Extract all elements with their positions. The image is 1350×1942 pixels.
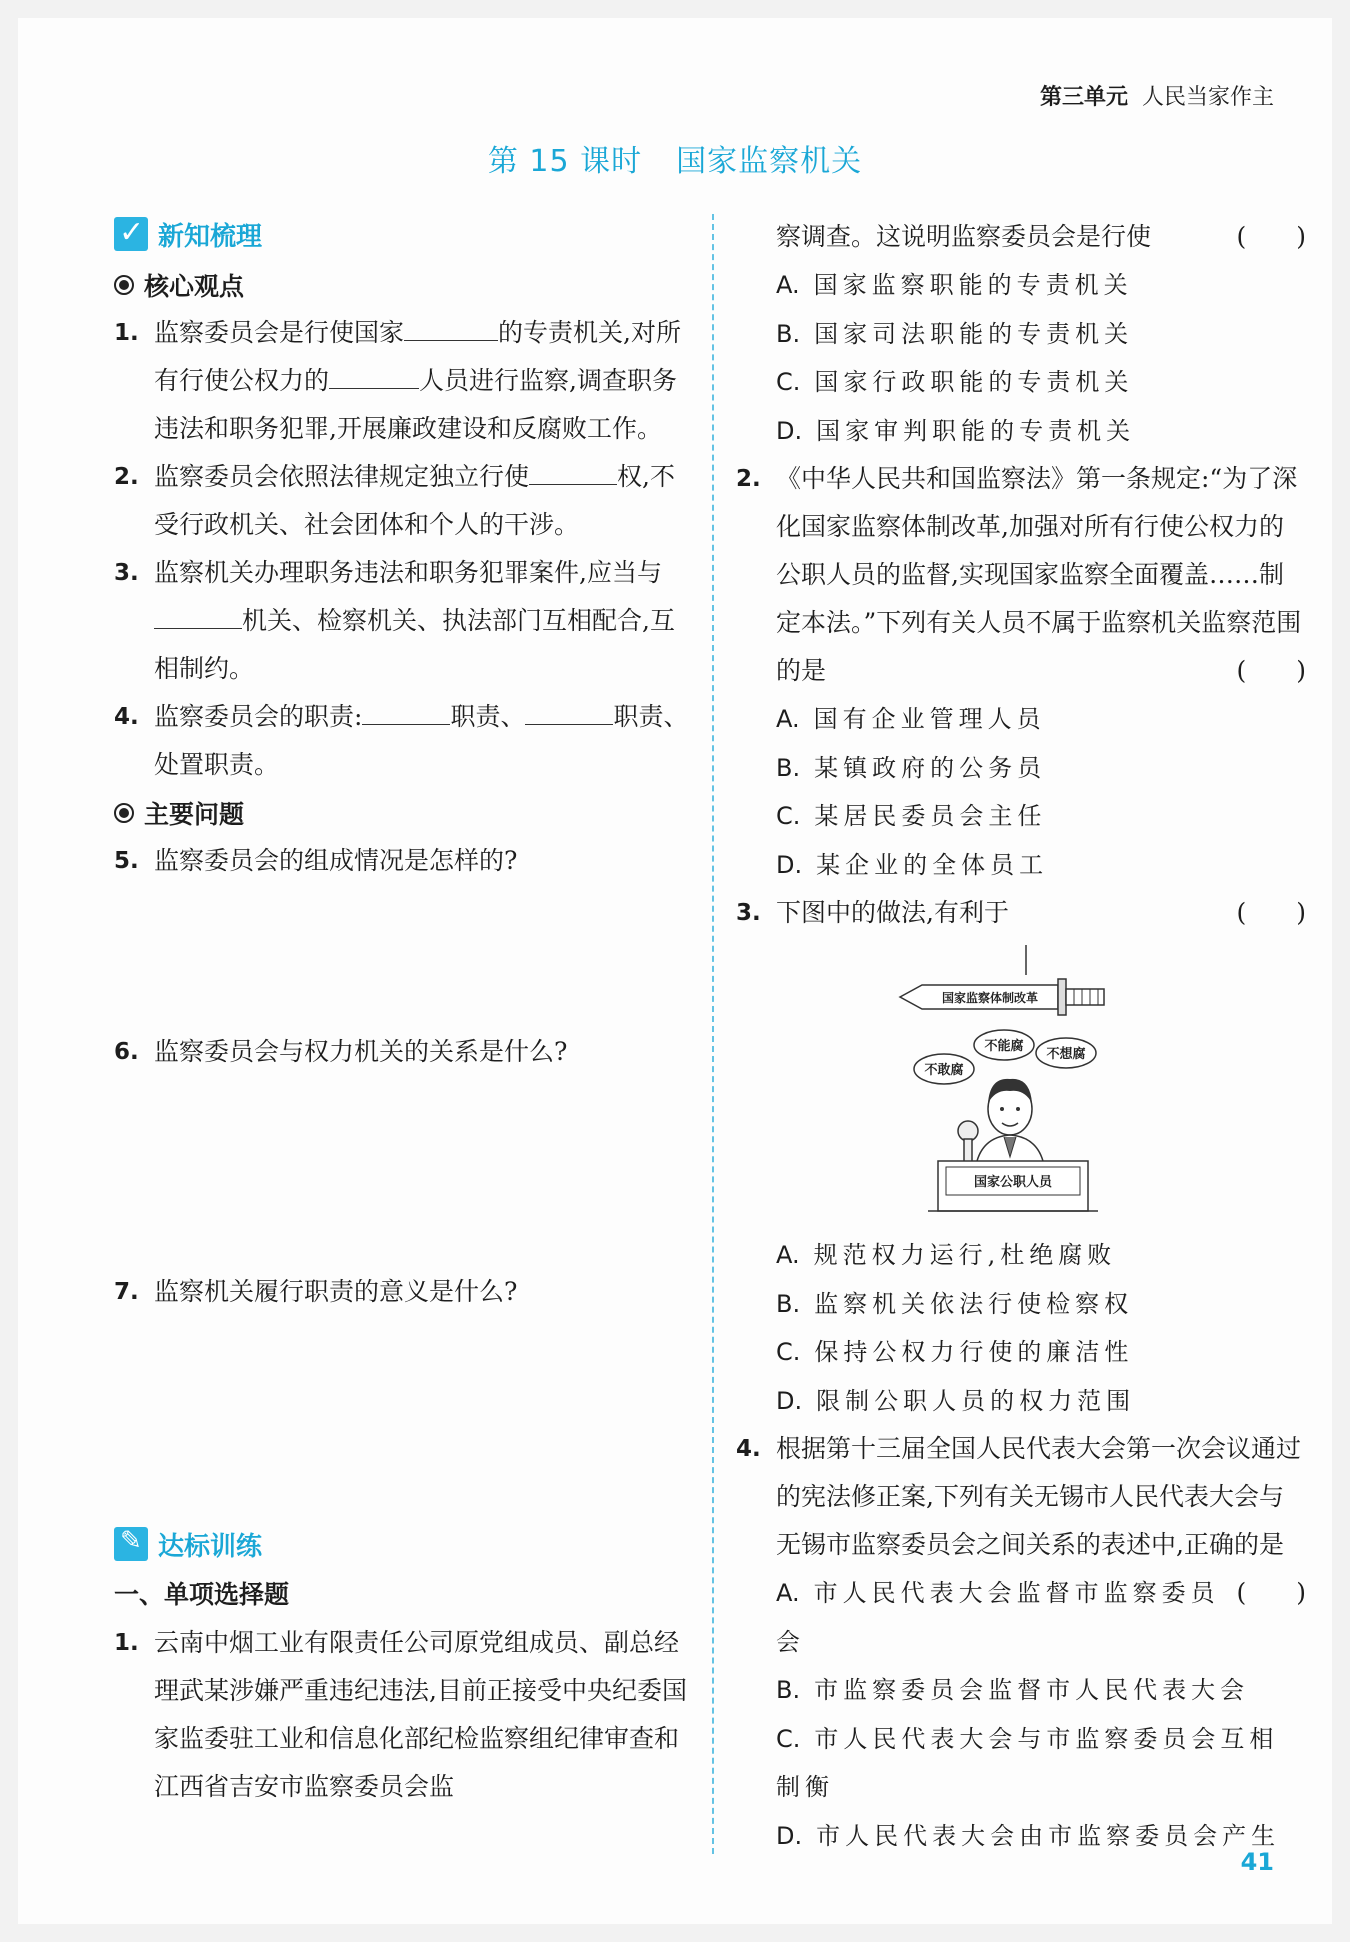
question-number: 2. bbox=[114, 464, 139, 490]
option-b[interactable]: B. 国家司法职能的专责机关 bbox=[776, 319, 1134, 348]
fill-question-3 bbox=[114, 549, 694, 693]
question-text: 职责、处置职责。 bbox=[154, 702, 689, 779]
mc-question-1-stem-continued bbox=[736, 213, 1306, 261]
answer-blank[interactable] bbox=[362, 694, 450, 725]
answer-blank[interactable] bbox=[525, 694, 613, 725]
fill-question-1 bbox=[114, 309, 694, 453]
question-number: 7. bbox=[114, 1279, 139, 1305]
lesson-title bbox=[18, 136, 1332, 180]
core-points-heading bbox=[114, 261, 694, 309]
option-c[interactable]: C. 保持公权力行使的廉洁性 bbox=[776, 1338, 1134, 1366]
fill-question-4 bbox=[114, 693, 694, 789]
question-number: 1. bbox=[114, 320, 139, 346]
section-practice bbox=[114, 1523, 694, 1565]
official-figure bbox=[958, 1079, 1044, 1165]
subheading-label: 主要问题 bbox=[144, 800, 245, 829]
lesson-number: 第 15 课时 bbox=[487, 144, 643, 179]
option-c[interactable]: C. 市人民代表大会与市监察委员会互相制衡 bbox=[776, 1724, 1279, 1801]
mc-question-3 bbox=[736, 889, 1306, 937]
question-text: 根据第十三届全国人民代表大会第一次会议通过的宪法修正案,下列有关无锡市人民代表大会与无锡市监察委员会之间关系的表述中,正确的是 bbox=[776, 1434, 1302, 1559]
left-column bbox=[114, 213, 694, 1811]
unit-label: 第三单元 bbox=[1039, 85, 1128, 110]
option-d[interactable]: D. 限制公职人员的权力范围 bbox=[776, 1386, 1136, 1415]
lesson-name: 国家监察机关 bbox=[676, 144, 863, 179]
mc-question-1-stem bbox=[114, 1619, 694, 1811]
checkbox-icon bbox=[114, 217, 148, 251]
part-heading: 一、单项选择题 bbox=[114, 1580, 290, 1609]
question-text: 监察机关办理职务违法和职务犯罪案件,应当与 bbox=[154, 558, 662, 587]
running-header bbox=[1040, 80, 1274, 111]
question-text: 监察委员会依照法律规定独立行使 bbox=[154, 462, 530, 491]
mc-question-4 bbox=[736, 1425, 1306, 1607]
desk-label: 国家公职人员 bbox=[973, 1175, 1053, 1190]
bubble-text: 不能腐 bbox=[984, 1039, 1024, 1054]
column-divider bbox=[712, 214, 714, 1854]
question-text: 下图中的做法,有利于 bbox=[776, 898, 1009, 927]
answer-parentheses[interactable]: ( ) bbox=[1236, 222, 1306, 251]
section-new-knowledge bbox=[114, 213, 694, 255]
question-text: 职责、 bbox=[450, 702, 526, 731]
right-column bbox=[736, 213, 1306, 1860]
page-number: 41 bbox=[1240, 1848, 1274, 1876]
question-text: 权,不受行政机关、社会团体和个人的干涉。 bbox=[154, 462, 675, 539]
open-question-6 bbox=[114, 1028, 694, 1076]
option-a[interactable]: A. 市人民代表大会监督市监察委员会 bbox=[776, 1579, 1220, 1656]
question-text: 云南中烟工业有限责任公司原党组成员、副总经理武某涉嫌严重违纪违法,目前正接受中央纪委国家监委驻工业和信息化部纪检监察组纪律审查和江西省吉安市监察委员会监 bbox=[154, 1628, 687, 1801]
workbook-page bbox=[18, 18, 1332, 1924]
option-a[interactable]: A. 国家监察职能的专责机关 bbox=[776, 271, 1133, 299]
question-text: 监察委员会的职责: bbox=[154, 702, 363, 731]
answer-area[interactable] bbox=[114, 885, 694, 1028]
question-text: 察调查。这说明监察委员会是行使 bbox=[776, 222, 1152, 251]
option-b[interactable]: B. 某镇政府的公务员 bbox=[776, 753, 1047, 782]
answer-blank[interactable] bbox=[529, 454, 617, 485]
question-text: 监察委员会的组成情况是怎样的? bbox=[154, 846, 518, 875]
main-problems-heading bbox=[114, 789, 694, 837]
bullet-icon bbox=[114, 803, 134, 823]
answer-area[interactable] bbox=[114, 1316, 694, 1523]
cartoon-illustration bbox=[898, 945, 1118, 1225]
question-number: 3. bbox=[736, 900, 761, 926]
bullet-icon bbox=[114, 275, 134, 295]
question-text: 《中华人民共和国监察法》第一条规定:“为了深化国家监察体制改革,加强对所有行使公权力的公职人员的监督,实现国家监察全面覆盖……制定本法。”下列有关人员不属于监察机关监察范围的是 bbox=[776, 464, 1302, 685]
bubble-text: 不敢腐 bbox=[924, 1063, 964, 1078]
question-text: 监察机关履行职责的意义是什么? bbox=[154, 1277, 518, 1306]
question-number: 5. bbox=[114, 848, 139, 874]
open-question-7 bbox=[114, 1268, 694, 1316]
question-number: 4. bbox=[736, 1436, 761, 1462]
answer-parentheses[interactable]: ( ) bbox=[1236, 898, 1306, 927]
answer-area[interactable] bbox=[114, 1076, 694, 1268]
mc-question-2 bbox=[736, 455, 1306, 695]
option-d[interactable]: D. 国家审判职能的专责机关 bbox=[776, 416, 1136, 445]
question-text: 机关、检察机关、执法部门互相配合,互相制约。 bbox=[154, 606, 675, 683]
question-number: 4. bbox=[114, 704, 139, 730]
question-number: 3. bbox=[114, 560, 139, 586]
section-title: 达标训练 bbox=[158, 1531, 263, 1562]
question-text: 的专责机关,对所有行使公权力的 bbox=[154, 318, 681, 395]
option-d[interactable]: D. 市人民代表大会由市监察委员会产生 bbox=[776, 1821, 1281, 1850]
answer-parentheses[interactable]: ( ) bbox=[1236, 656, 1306, 685]
answer-blank[interactable] bbox=[154, 598, 242, 629]
question-text: 监察委员会与权力机关的关系是什么? bbox=[154, 1037, 568, 1066]
answer-parentheses[interactable]: ( ) bbox=[1236, 1578, 1306, 1607]
option-a[interactable]: A. 国有企业管理人员 bbox=[776, 705, 1046, 733]
answer-blank[interactable] bbox=[329, 358, 419, 389]
option-b[interactable]: B. 监察机关依法行使检察权 bbox=[776, 1289, 1134, 1318]
open-question-5 bbox=[114, 837, 694, 885]
question-number: 6. bbox=[114, 1039, 139, 1065]
answer-blank[interactable] bbox=[404, 310, 498, 341]
option-b[interactable]: B. 市监察委员会监督市人民代表大会 bbox=[776, 1676, 1250, 1704]
bubble-text: 不想腐 bbox=[1046, 1047, 1086, 1062]
option-c[interactable]: C. 某居民委员会主任 bbox=[776, 802, 1047, 830]
section-title: 新知梳理 bbox=[158, 221, 263, 252]
option-c[interactable]: C. 国家行政职能的专责机关 bbox=[776, 368, 1134, 396]
question-text: 人员进行监察,调查职务违法和职务犯罪,开展廉政建设和反腐败工作。 bbox=[154, 366, 677, 443]
question-number: 1. bbox=[114, 1630, 139, 1656]
option-a[interactable]: A. 规范权力运行,杜绝腐败 bbox=[776, 1241, 1117, 1269]
sword-label: 国家监察体制改革 bbox=[941, 991, 1039, 1005]
question-number: 2. bbox=[736, 466, 761, 492]
fill-question-2 bbox=[114, 453, 694, 549]
pencil-icon bbox=[114, 1527, 148, 1561]
option-d[interactable]: D. 某企业的全体员工 bbox=[776, 850, 1049, 879]
subheading-label: 核心观点 bbox=[144, 272, 245, 301]
unit-topic: 人民当家作主 bbox=[1141, 85, 1274, 110]
question-text: 监察委员会是行使国家 bbox=[154, 318, 405, 347]
